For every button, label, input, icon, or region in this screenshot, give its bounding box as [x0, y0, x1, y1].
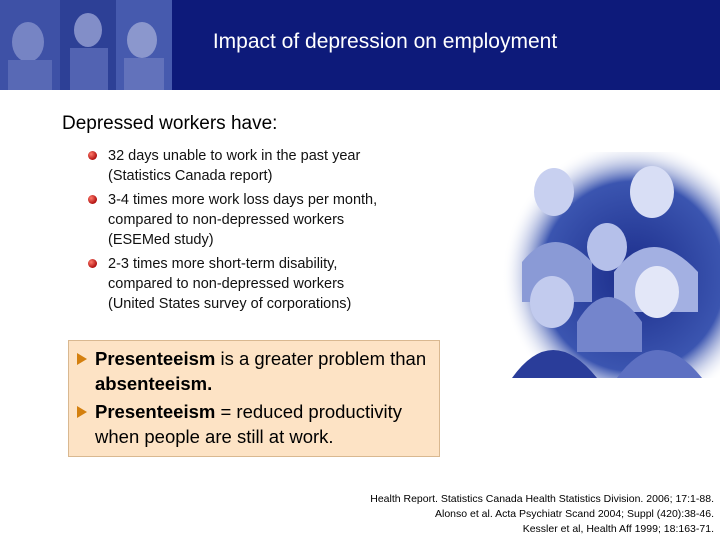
reference-line: Health Report. Statistics Canada Health Statistics Division. 2006; 17:1-88. [370, 493, 714, 505]
people-photo [502, 152, 720, 378]
arrowhead-icon [77, 353, 87, 365]
callout-text: = reduced productivity when people are still at work. [95, 401, 402, 447]
callout-item [77, 399, 439, 449]
red-bullet-icon [88, 259, 97, 268]
references [370, 492, 714, 537]
bullet-text: 32 days unable to work in the past year (Statistics Canada report) [108, 148, 361, 184]
slide-title: Impact of depression on employment [212, 30, 558, 53]
intro-text: Depressed workers have: [62, 113, 278, 134]
red-bullet-icon [88, 151, 97, 160]
header-bar [0, 0, 720, 90]
list-item [88, 254, 418, 314]
reference-line: Alonso et al. Acta Psychiatr Scand 2004; Suppl (420):38-46. [434, 508, 714, 520]
bullet-list [88, 146, 418, 318]
bullet-text: 3-4 times more work loss days per month, compared to non-depressed workers (ESEMed study) [108, 192, 378, 248]
reference-line: Kessler et al, Health Aff 1999; 18:163-71. [522, 523, 714, 535]
callout-bold-term: Presenteeism [95, 401, 216, 422]
bullet-text: 2-3 times more short-term disability, compared to non-depressed workers (United States survey of corporations) [108, 256, 352, 312]
list-item [88, 146, 418, 186]
callout-bold-term: absenteeism. [95, 373, 213, 394]
list-item [88, 190, 418, 250]
header-photo-collage [0, 0, 172, 90]
callout-bold-term: Presenteeism [95, 348, 216, 369]
arrowhead-icon [77, 406, 87, 418]
red-bullet-icon [88, 195, 97, 204]
callout-box [68, 340, 440, 457]
callout-item [77, 346, 439, 396]
callout-text: is a greater problem than [215, 348, 427, 369]
